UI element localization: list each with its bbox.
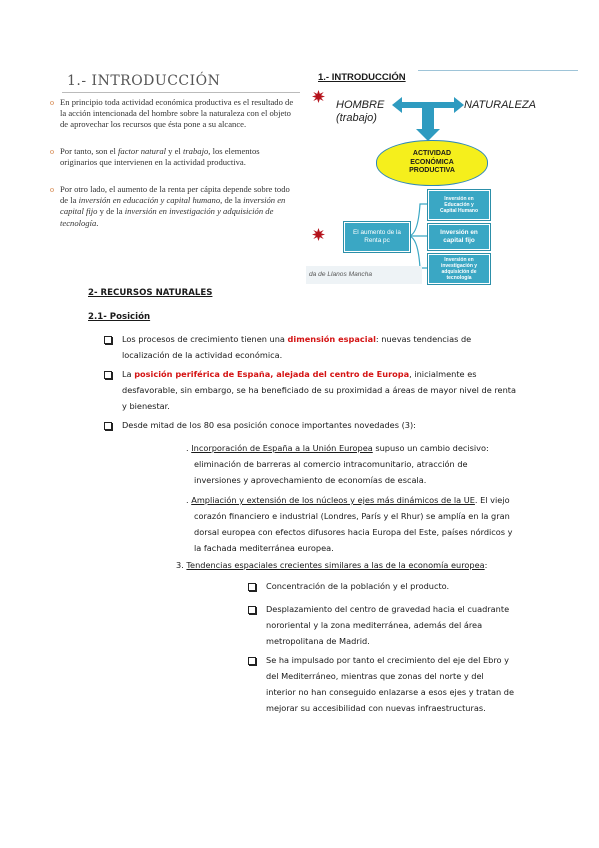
- text: .: [186, 443, 192, 453]
- box-line: Inversión en: [444, 196, 474, 202]
- bullet-icon: o: [50, 147, 54, 156]
- text: interior no han conseguido enlazarse a esos ejes y tratan de: [266, 687, 515, 697]
- text: La: [122, 369, 135, 379]
- actividad-ellipse: [376, 140, 488, 186]
- text: localización de la actividad económica.: [122, 350, 283, 360]
- section-title: 2- RECURSOS NATURALES: [88, 288, 213, 298]
- intro-p3-italic: capital fijo: [60, 206, 98, 217]
- intro-p2-italic: trabajo: [182, 146, 209, 156]
- intro-p2-text: , los elementos: [208, 146, 260, 156]
- sub-bullet-concentracion: Concentración de la población y el producto.: [266, 581, 450, 591]
- box-line: capital fijo: [443, 237, 475, 244]
- text: mejorar su accesibilidad con nuevas infraestructuras.: [266, 703, 486, 713]
- text: del Mediterráneo, mientras que zonas del norte y del: [266, 671, 484, 681]
- actividad-line: ACTIVIDAD: [412, 150, 452, 158]
- novedad-tendencias-espaciales: [176, 557, 516, 573]
- hombre-label: [336, 99, 384, 125]
- novedad-incorporacion-ue: [186, 440, 516, 488]
- box-line: Capital Humano: [439, 208, 479, 214]
- text: .: [186, 495, 192, 505]
- intro-p1-line: la acción intencionada del hombre sobre la naturaleza con el objeto: [60, 108, 291, 119]
- star-burst-icon: [312, 90, 325, 103]
- box-line: adquisición de: [441, 269, 477, 275]
- underlined-title: Incorporación de España a la Unión Europea: [191, 443, 373, 453]
- subsection-title: 2.1- Posición: [88, 312, 151, 322]
- bullet-dimension-espacial: [122, 331, 522, 363]
- renta-box: [344, 222, 410, 252]
- down-arrow-icon: [416, 108, 440, 141]
- text: supuso un cambio decisivo:: [372, 443, 489, 453]
- text: eliminación de barreras al comercio intracomunitario, atracción de: [194, 459, 468, 469]
- intro-p3-text: de la: [60, 195, 79, 206]
- box-line: Inversión en: [444, 257, 474, 263]
- intro-p3-italic: inversión en educación y capital humano: [78, 195, 221, 206]
- text: dorsal europea con efectos difusores hacia Europa del Este, países nórdicos y: [194, 527, 513, 537]
- bullet-posicion-periferica: [122, 366, 522, 414]
- text: Los procesos de crecimiento tienen una: [122, 334, 288, 344]
- checkbox-bullet-icon: [104, 422, 112, 430]
- text: , inicialmente es: [409, 369, 477, 379]
- diagram-slide-title: 1.- INTRODUCCIÓN: [318, 72, 406, 83]
- intro-p3-text: , de la: [220, 195, 244, 206]
- intro-p3-italic: tecnología: [60, 217, 97, 228]
- underlined-title: Tendencias espaciales crecientes similares a las de la economía europea: [186, 560, 485, 570]
- bullet-icon: o: [50, 98, 54, 107]
- hombre-text: HOMBRE: [336, 99, 385, 111]
- text: corazón financiero e industrial (Londres, París y el Rhur) se amplía en la gran: [194, 511, 510, 521]
- text: : nuevas tendencias de: [375, 334, 472, 344]
- text: Se ha impulsado por tanto el crecimiento del eje del Ebro y: [266, 655, 509, 665]
- star-burst-icon: [312, 228, 325, 241]
- intro-paragraph-2: [52, 146, 302, 168]
- renta-line: Renta pc: [364, 237, 390, 244]
- highlight-text: posición periférica de España, alejada del centro de Europa: [134, 369, 410, 379]
- intro-p2-text: originarios que intervienen en la actividad productiva.: [60, 157, 246, 168]
- slide-footer-text: da de Llanos Mancha: [309, 271, 373, 278]
- intro-p3-text: Por otro lado, el aumento de la renta per cápita depende sobre todo: [60, 184, 290, 194]
- renta-line: El aumento de la: [353, 229, 401, 236]
- bullet-novedades: Desde mitad de los 80 esa posición conoce importantes novedades (3):: [122, 420, 416, 430]
- text: desfavorable, sin embargo, se ha beneficiado de su proximidad a áreas de mayor nivel de renta: [122, 385, 516, 395]
- sub-bullet-eje-ebro: [266, 652, 536, 716]
- text: Desplazamiento del centro de gravedad hacia el cuadrante: [266, 604, 510, 614]
- intro-p3-text: y de la: [97, 206, 125, 217]
- checkbox-bullet-icon: [248, 657, 256, 665]
- text: 3.: [176, 560, 187, 570]
- text: . El viejo: [474, 495, 510, 505]
- box-line: investigación y: [440, 263, 478, 269]
- intro-p3-italic: inversión en: [243, 195, 286, 206]
- intro-p2-text: Por tanto, son el: [60, 146, 119, 156]
- intro-p3-italic: inversión en investigación y adquisición de: [124, 206, 274, 217]
- actividad-line: ECONÓMICA: [410, 158, 454, 166]
- sub-bullet-desplazamiento: [266, 601, 526, 649]
- checkbox-bullet-icon: [104, 336, 112, 344]
- text: la fachada mediterránea europea.: [194, 543, 334, 553]
- box-line: Educación y: [444, 202, 474, 208]
- naturaleza-label: NATURALEZA: [464, 99, 536, 111]
- intro-p2-italic: factor natural: [118, 146, 166, 156]
- checkbox-bullet-icon: [248, 606, 256, 614]
- novedad-ampliacion-ejes: [186, 492, 516, 556]
- box-line: tecnología: [446, 275, 472, 281]
- intro-p1-line: de aprovechar los recursos que ésta pone a su alcance.: [60, 119, 247, 130]
- text: y bienestar.: [122, 401, 170, 411]
- bullet-icon: o: [50, 185, 54, 194]
- intro-slide-title: 1.- INTRODUCCIÓN: [67, 73, 221, 89]
- actividad-line: PRODUCTIVA: [409, 167, 455, 175]
- checkbox-bullet-icon: [104, 371, 112, 379]
- text: inversiones y aprovechamiento de economías de escala.: [194, 475, 427, 485]
- underlined-title: Ampliación y extensión de los núcleos y ejes más dinámicos de la UE: [191, 495, 475, 505]
- inversion-capital-fijo-box: [428, 224, 490, 250]
- highlight-text: dimensión espacial: [287, 334, 376, 344]
- relation-arrows: [392, 97, 464, 143]
- text: metropolitana de Madrid.: [266, 636, 370, 646]
- trabajo-text: (trabajo): [336, 112, 377, 124]
- checkbox-bullet-icon: [248, 583, 256, 591]
- inversion-tecnologia-box: [428, 254, 490, 284]
- text: nororiental y la zona mediterránea, además del área: [266, 620, 483, 630]
- intro-paragraph-1: [52, 97, 302, 131]
- intro-p3-text: .: [96, 217, 99, 228]
- intro-paragraph-3: [52, 184, 302, 229]
- slide-top-line: [418, 70, 578, 71]
- inversion-capital-humano-box: [428, 190, 490, 220]
- text: :: [484, 560, 488, 570]
- intro-p2-text: y el: [166, 146, 183, 156]
- intro-p1-line: En principio toda actividad económica productiva es el resultado de: [60, 97, 294, 107]
- box-line: Inversión en: [440, 229, 478, 236]
- intro-title-rule: [62, 92, 300, 93]
